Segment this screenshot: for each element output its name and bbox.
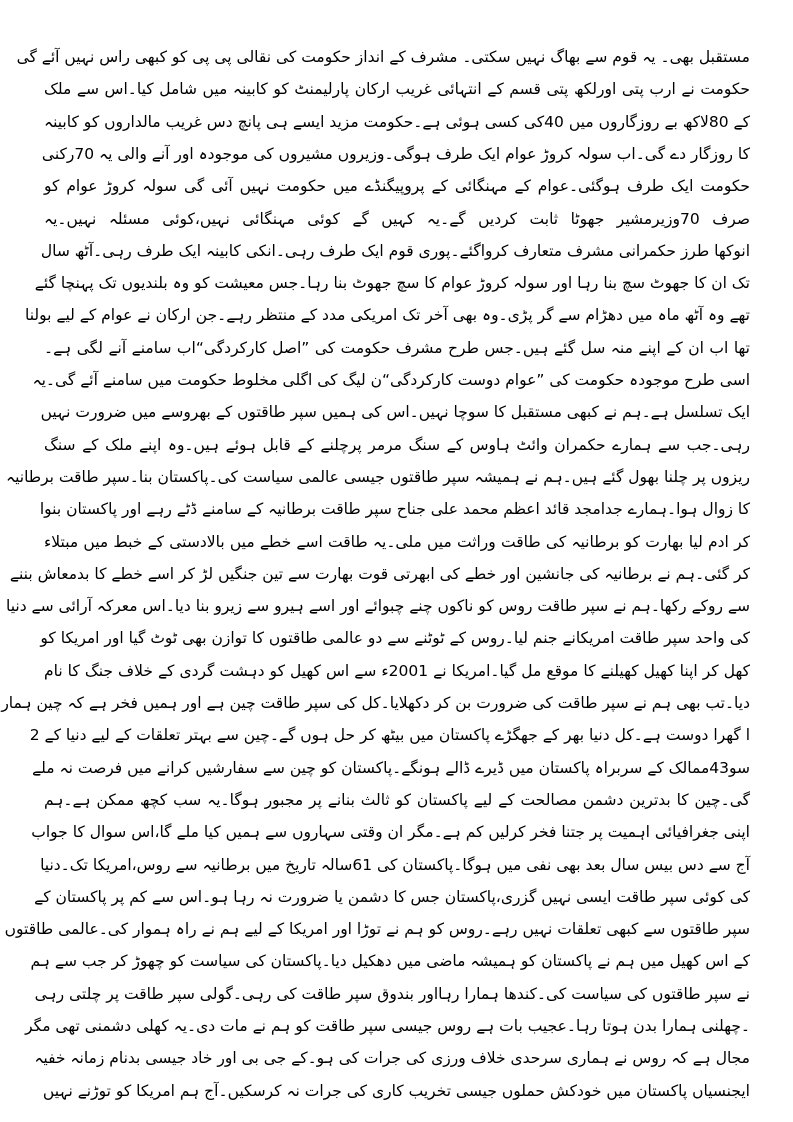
text-line: کر گئی۔ہم نے برطانیہ کی جانشین اور خطے کی ابھرتی قوت بھارت سے تین جنگیں لڑ کر اسے خطے کا بدمعاش بننے <box>9 564 750 583</box>
text-line: ریزوں پر چلنا بھول گئے ہیں۔ہم نے ہمیشہ سپر طاقتوں جیسی عالمی سیاست کی۔پاکستان بنا۔سپر طاقت برطانیہ <box>6 467 750 486</box>
text-line: ۔چھلنی ہمارا بدن ہوتا رہا۔عجیب بات ہے روس جیسی سپر طاقت کو ہم نے مات دی۔یہ کھلی دشمنی تھی مگر <box>25 1017 750 1035</box>
text-line: گی۔چین کا بدترین دشمن مصالحت کے لیے پاکستان کو ثالث بنانے پر مجبور ہوگا۔یہ سب کچھ ممکن ہے۔ہم <box>44 790 750 809</box>
text-line: کر ادم لیا بھارت کو برطانیہ کی طاقت وراثت میں ملی۔یہ طاقت اسے خطے میں بالادستی کے خبط میں مبتلاء <box>44 532 750 551</box>
text-line: ایجنسیاں پاکستان میں خودکش حملوں جیسی تخریب کاری کی جرات نہ کرسکیں۔آج ہم امریکا کو توڑنے نہیں <box>42 1081 750 1100</box>
text-line: اپنی جغرافیائی اہمیت پر جتنا فخر کرلیں کم ہے۔مگر ان وقتی سہاروں سے ہمیں کیا ملے گا،اس سوال کا جواب <box>31 823 750 842</box>
text-line: کی واحد سپر طاقت امریکانے جنم لیا۔روس کے ٹوٹنے سے دو عالمی طاقتوں کا توازن بھی ٹوٹ گیا اور امریکا کو <box>40 629 750 648</box>
text-line: سپر طاقتوں سے کبھی تعلقات نہیں رہے۔روس کو ہم نے توڑا اور امریکا کے لیے ہم نے راہ ہموار کی۔عالمی طاقتوں <box>4 920 750 939</box>
text-line: کی کوئی سپر طاقت ایسی نہیں گزری،پاکستان جس کا دشمن یا ضرورت نہ رہا ہو۔اس سے کم پر پاکستان کے <box>34 887 750 906</box>
text-line: تک ان کا جھوٹ سچ بنا رہا اور سولہ کروڑ عوام کا سچ جھوٹ بنا رہا۔جس معیشت کو وہ بلندیوں تک پہنچا گئے <box>34 274 750 293</box>
text-line: اسی طرح موجودہ حکومت کی ”عوام دوست کارکردگی“ن لیگ کی اگلی مخلوط حکومت میں سامنے آئے گی۔یہ <box>32 371 750 389</box>
text-line: آج سے دس بیس سال بعد بھی نفی میں ہوگا۔پاکستان کی 61سالہ تاریخ میں برطانیہ سے روس،امریکا تک۔دنیا <box>40 855 750 874</box>
text-line: تھے وہ آٹھ ماہ میں دھڑام سے گر پڑی۔وہ بھی آخر تک امریکی مدد کے منتظر رہے۔جن ارکان نے عوام کے لیے بولنا <box>25 306 750 325</box>
text-line: حکومت نے ارب پتی اورلکھ پتی قسم کے انتہائی غریب ارکان پارلیمنٹ کو کابینہ میں شامل کیا۔اس سے ملک <box>44 80 750 99</box>
text-line: نے سپر طاقتوں کی سیاست کی۔کندھا ہمارا رہااور بندوق سپر طاقت کی رہی۔گولی سپر طاقت پر چلتی رہی <box>34 984 750 1003</box>
text-line: انوکھا طرز حکمرانی مشرف متعارف کرواگئے۔پوری قوم ایک طرف رہی۔انکی کابینہ ایک طرف رہی۔آٹھ سال <box>40 241 750 260</box>
text-line: کا روزگار دے گی۔اب سولہ کروڑ عوام ایک طرف ہوگی۔وزیروں مشیروں کی موجودہ اور آنے والی یہ 70رکنی <box>41 144 750 163</box>
text-line: کے اس کھیل میں ہم نے پاکستان کو ہمیشہ ماضی میں دھکیل دیا۔پاکستان کی سیاست کو چھوڑ کر جب سے ہم <box>30 952 750 971</box>
document-page <box>1 40 750 1100</box>
text-line: کے 80لاکھ بے روزگاروں میں 40کی کسی ہوئی ہے۔حکومت مزید ایسے ہی پانچ دس غریب مالداروں کو کابینہ <box>44 112 750 131</box>
text-line: ا گھرا دوست ہے۔کل دنیا بھر کے جھگڑے پاکستان میں بیٹھ کر حل ہوں گے۔چین سے بہتر تعلقات کے لیے دنیا کے 2 <box>29 726 750 745</box>
text-line: ایک تسلسل ہے۔ہم نے کبھی مستقبل کا سوچا نہیں۔اس کی ہمیں سپر طاقتوں کے بھروسے میں ضرورت نہیں <box>40 403 750 422</box>
text-line: سے روکے رکھا۔ہم نے سپر طاقت روس کو ناکوں چنے چبوائے اور اسے ہیرو سے زیرو بنا دیا۔اس معرکہ آرائی سے دنیا <box>6 597 750 616</box>
text-line: کا زوال ہوا۔ہمارے جدامجد قائد اعظم محمد علی جناح سپر طاقت برطانیہ کے سامنے ڈٹے رہے اور پاکستان بنوا <box>39 500 750 519</box>
text-line: مستقبل بھی۔ یہ قوم سے بھاگ نہیں سکتی۔ مشرف کے انداز حکومت کی نقالی پی پی کو کبھی راس نہیں آئے گی <box>16 48 750 66</box>
text-line: کھل کر اپنا کھیل کھیلنے کا موقع مل گیا۔امریکا نے 2001ء سے اس کھیل کو دہشت گردی کے خلاف جنگ کا نام <box>44 661 750 680</box>
text-line: مجال ہے کہ روس نے ہماری سرحدی خلاف ورزی کی جرات کی ہو۔کے جی بی اور خاد جیسی بدنام زمانہ خفیہ <box>34 1049 750 1068</box>
text-line: دیا۔تب بھی ہم نے سپر طاقت کی ضرورت بن کر دکھلایا۔کل کی سپر طاقت چین ہے اور ہمیں فخر ہے کہ چین ہمار <box>1 694 750 712</box>
text-line: سو43ممالک کے سربراہ پاکستان میں ڈیرے ڈالے ہونگے۔پاکستان کو چین سے سفارشیں کرانے میں فرصت نہ ملے <box>32 758 750 777</box>
text-line: صرف 70وزیرمشیر جھوٹا ثابت کردیں گے۔یہ کہیں گے کوئی مہنگائی نہیں،کوئی مسئلہ نہیں۔یہ <box>44 209 750 228</box>
text-line: حکومت ایک طرف ہوگئی۔عوام کے مہنگائی کے پروپیگنڈے میں حکومت نہیں آئی گی سولہ کروڑ عوام کو <box>44 177 750 196</box>
text-line: تھا اب ان کے اپنے منہ سل گئے ہیں۔جس طرح مشرف حکومت کی ”اصل کارکردگی“اب سامنے آنے لگی ہے۔ <box>44 338 750 357</box>
text-line: رہی۔جب سے ہمارے حکمران وائٹ ہاوس کے سنگ مرمر پرچلنے کے قابل ہوئے ہیں۔وہ اپنے ملک کے سنگ <box>44 435 750 454</box>
